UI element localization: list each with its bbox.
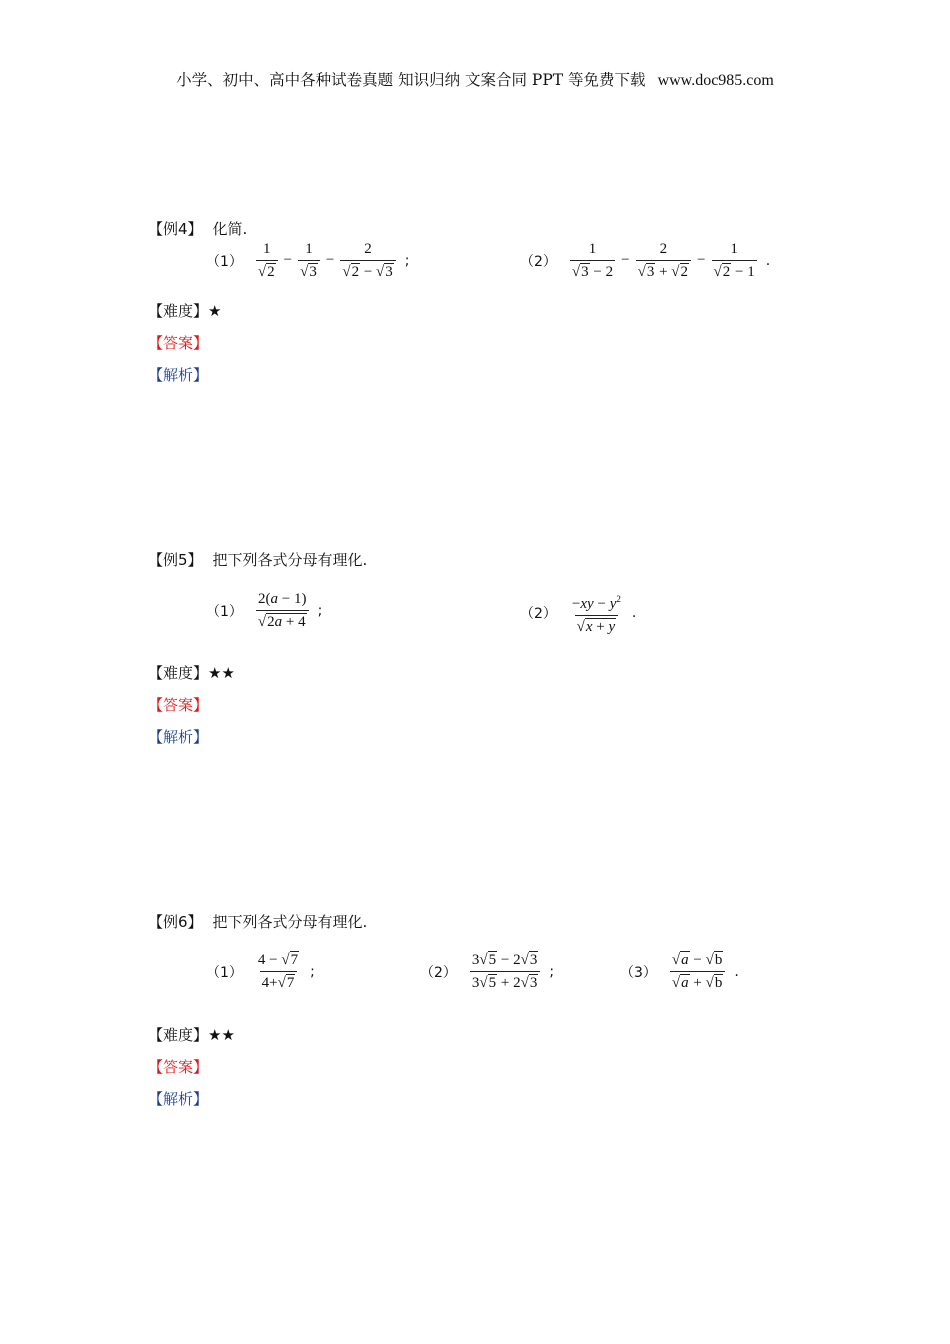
item-number: （1） <box>206 253 243 270</box>
fraction: $\frac{4 - √7}{4+√7}$ <box>257 952 299 991</box>
analysis-label: 【解析】 <box>148 728 209 746</box>
punctuation: ; <box>549 963 555 980</box>
fraction: $\frac{-xy - y^2}{√x + y}$ <box>571 594 621 635</box>
punctuation: . <box>734 963 739 980</box>
example-instruction: 化简. <box>212 220 248 238</box>
example-5-item-1 <box>206 590 322 631</box>
answer-label: 【答案】 <box>148 1058 209 1076</box>
item-number: （1） <box>206 964 243 981</box>
fraction: $\frac{2}{√2 - √3}$ <box>340 240 395 281</box>
difficulty-label: 【难度】 <box>148 302 209 320</box>
answer-label: 【答案】 <box>148 334 209 352</box>
analysis-label: 【解析】 <box>148 366 209 384</box>
difficulty-row <box>148 1024 235 1045</box>
fraction: $\frac{1}{√3}$ <box>298 240 320 281</box>
analysis-label: 【解析】 <box>148 1090 209 1108</box>
example-6-item-3 <box>620 951 739 992</box>
fraction: $\frac{3√5 - 2√3}{3√5 + 2√3}$ <box>470 951 540 992</box>
example-4-item-2: （2） $\frac{1}{√3 - 2}$ − $\frac{2}{√3 + √2}$ − $\frac{1}{√2 - 1}$ . <box>520 241 771 280</box>
example-tag: 【例5】 <box>148 551 203 569</box>
example-4-title <box>148 218 247 239</box>
punctuation: . <box>631 605 637 621</box>
fraction: $\frac{2(a - 1)}{√2a + 4}$ <box>256 590 309 631</box>
fraction: $\frac{1}{√3 - 2}$ <box>571 241 614 280</box>
example-5-item-2 <box>520 590 636 636</box>
header-url: www.doc985.com <box>657 72 774 89</box>
item-number: （2） <box>420 964 457 981</box>
punctuation: ; <box>404 252 410 269</box>
fraction: $\frac{2}{√3 + √2}$ <box>636 240 691 281</box>
fraction: $\frac{1}{√2}$ <box>256 240 278 281</box>
difficulty-stars: ★★ <box>208 664 235 682</box>
punctuation: ; <box>317 602 323 619</box>
example-instruction: 把下列各式分母有理化. <box>212 551 368 569</box>
difficulty-label: 【难度】 <box>148 664 209 682</box>
punctuation: . <box>765 252 771 269</box>
answer-label: 【答案】 <box>148 696 209 714</box>
fraction: $\frac{√a - √b}{√a + √b}$ <box>670 951 725 992</box>
difficulty-row <box>148 300 221 321</box>
difficulty-row <box>148 662 235 683</box>
item-number: （2） <box>520 253 557 270</box>
example-5-title <box>148 549 367 570</box>
item-number: （2） <box>520 606 557 622</box>
example-6-title <box>148 911 367 932</box>
example-instruction: 把下列各式分母有理化. <box>212 913 368 931</box>
item-number: （3） <box>620 964 657 981</box>
example-6-item-2 <box>420 951 554 992</box>
page-header <box>0 68 950 90</box>
example-4-item-1: （1） $\frac{1}{√2}$ − $\frac{1}{√3}$ − $\frac{2}{√2 - √3}$ ; <box>206 241 410 280</box>
fraction: $\frac{1}{√2 - 1}$ <box>713 241 755 280</box>
difficulty-stars: ★★ <box>208 1026 235 1044</box>
example-tag: 【例4】 <box>148 220 203 238</box>
header-text: 小学、初中、高中各种试卷真题 知识归纳 文案合同 PPT 等免费下载 <box>176 71 646 89</box>
example-6-item-1 <box>206 951 315 992</box>
difficulty-stars: ★ <box>208 302 222 320</box>
example-tag: 【例6】 <box>148 913 203 931</box>
difficulty-label: 【难度】 <box>148 1026 209 1044</box>
punctuation: ; <box>310 963 315 980</box>
item-number: （1） <box>206 603 243 620</box>
